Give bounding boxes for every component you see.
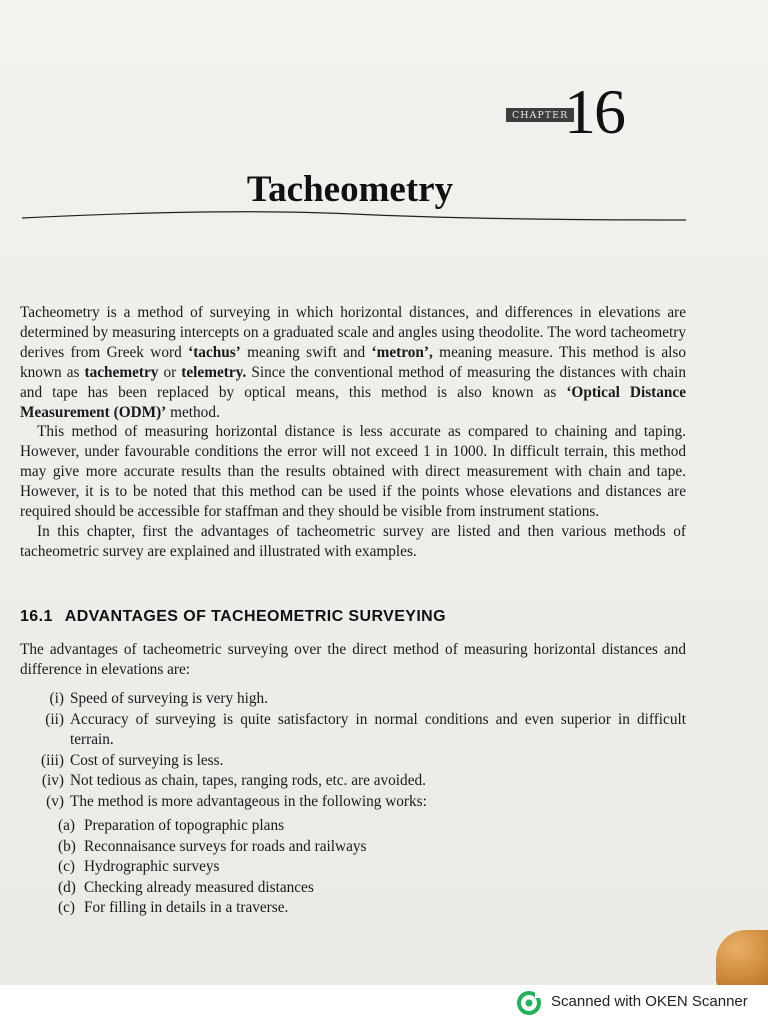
- sub-list-item: (b) Reconnaisance surveys for roads and railways: [58, 837, 367, 855]
- sub-list-item: (a) Preparation of topographic plans: [58, 817, 285, 834]
- sub-list-item: (c) Hydrographic surveys: [58, 858, 220, 875]
- list-item: (v) The method is more advantageous in the following works:: [46, 792, 427, 810]
- chapter-title: Tacheometry: [246, 169, 454, 210]
- section-intro: The advantages of tacheometric surveying over the direct method of measuring horizontal distances and difference in elevations are:: [20, 641, 686, 678]
- list-item: (i) Speed of surveying is very high.: [49, 690, 268, 707]
- section-title: ADVANTAGES OF TACHEOMETRIC SURVEYING: [64, 608, 446, 625]
- chapter-body: [20, 303, 686, 562]
- chapter-number: 16: [564, 76, 624, 147]
- sub-list-item: (c) For filling in details in a traverse.: [58, 899, 289, 916]
- sub-list-item: (d) Checking already measured distances: [58, 878, 314, 896]
- list-item: (iv) Not tedious as chain, tapes, ranging rods, etc. are avoided.: [41, 772, 426, 789]
- chapter-badge: [506, 76, 646, 147]
- paragraph-definition: Tacheometry is a method of surveying in which horizontal distances, and differences in elevations are determined by measuring intercepts on a graduated scale and angles using theodolite. The word tacheometry derives from Greek word ‘tachus’ meaning swift and ‘metron’, meaning measure. This method is also known as tachemetry or telemetry. Since the conventional method of measuring the distances with chain and tape has been replaced by optical means, this method is also known as ‘Optical Distance Measurement (ODM)’ method.: [20, 304, 687, 421]
- list-item: (ii) Accuracy of surveying is quite satisfactory in normal conditions and even superior in difficult terrain.: [45, 710, 686, 748]
- advantages-list: [20, 689, 686, 919]
- section-heading: [20, 608, 446, 626]
- oken-scanner-logo-icon: [516, 990, 542, 1016]
- section-number: 16.1: [20, 608, 53, 625]
- paragraph-accuracy: This method of measuring horizontal distance is less accurate as compared to chaining and taping. However, under favourable conditions the error will not exceed 1 in 1000. In difficult terrain, this method may give more accurate results than the results obtained with direct measurement with chain and tape. However, it is to be noted that this method can be used if the points whose elevations and distances are required should be accessible for staffman and they should be visible from instrument stations.: [20, 423, 686, 521]
- scanner-watermark: Scanned with OKEN Scanner: [551, 993, 748, 1010]
- paragraph-chapter-overview: In this chapter, first the advantages of tacheometric survey are listed and then various methods of tacheometric survey are explained and illustrated with examples.: [20, 522, 686, 560]
- title-underline: [22, 208, 686, 230]
- list-item: (iii) Cost of surveying is less.: [41, 751, 224, 769]
- finger-in-frame: [716, 930, 768, 985]
- chapter-label: CHAPTER: [506, 108, 574, 122]
